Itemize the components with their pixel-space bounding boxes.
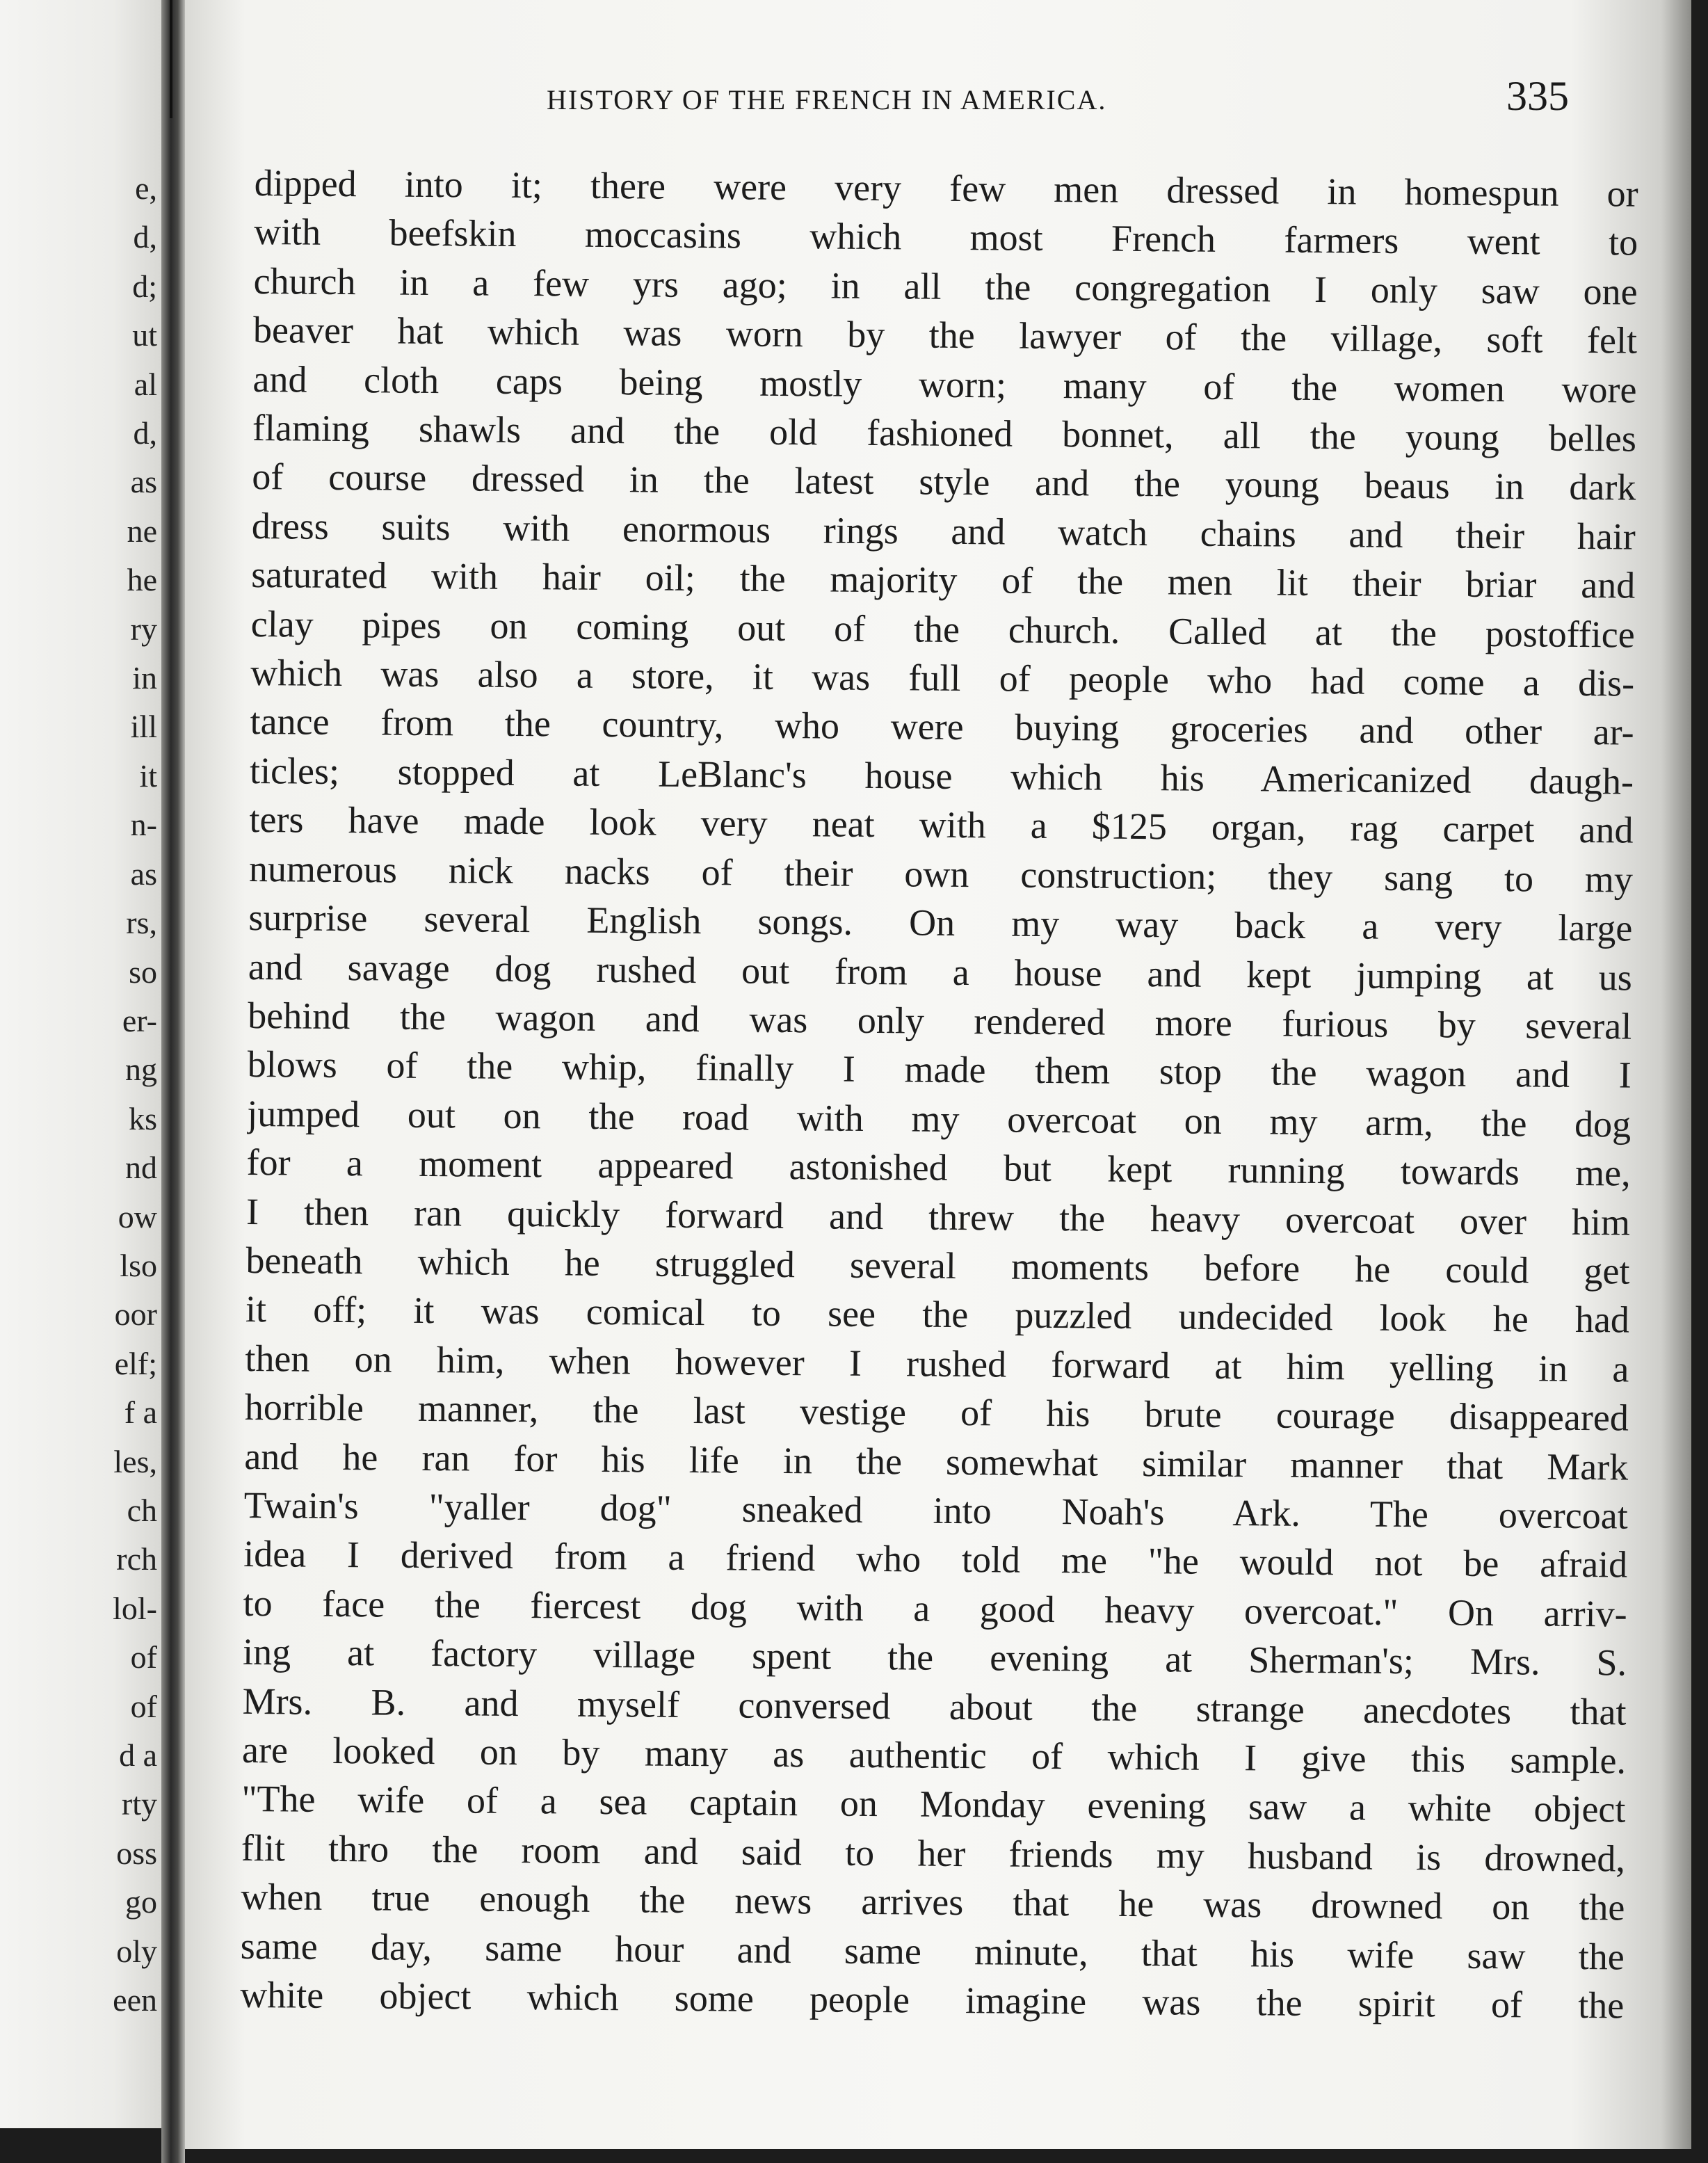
- text-line: horrible manner, the last vestige of his brute courage disappeared: [244, 1386, 1629, 1439]
- text-line: "The wife of a sea captain on Monday evening saw a white object: [241, 1778, 1626, 1831]
- previous-page-fragment: oly: [116, 1933, 157, 1969]
- text-line: I then ran quickly forward and threw the heavy overcoat over him: [245, 1190, 1631, 1244]
- text-line: are looked on by many as authentic of which I give this sample.: [241, 1728, 1627, 1782]
- text-line: and he ran for his life in the somewhat similar manner that Mark: [244, 1435, 1629, 1488]
- text-line: when true enough the news arrives that he was drowned on the: [241, 1876, 1625, 1929]
- previous-page-fragment: ut: [132, 317, 157, 353]
- previous-page-fragment: he: [127, 562, 157, 598]
- previous-page-fragment: al: [134, 366, 157, 402]
- previous-page-fragment: as: [130, 464, 157, 500]
- text-line: numerous nick nacks of their own construction; they sang to my: [248, 847, 1634, 901]
- text-line: behind the wagon and was only rendered more furious by several: [248, 994, 1632, 1047]
- previous-page-fragment: d;: [132, 268, 157, 304]
- previous-page-fragment: oss: [116, 1835, 157, 1871]
- previous-page-fragment: of: [130, 1639, 157, 1675]
- previous-page-fragment: f a: [124, 1394, 157, 1431]
- text-line: saturated with hair oil; the majority of the men lit their briar and: [251, 554, 1636, 606]
- previous-page-fragment: les,: [113, 1443, 157, 1479]
- text-line: idea I derived from a friend who told me "he would not be afraid: [243, 1533, 1628, 1586]
- text-line: surprise several English songs. On my way back a very large: [248, 896, 1633, 949]
- text-line: for a moment appeared astonished but kept running towards me,: [246, 1141, 1631, 1194]
- previous-page-fragment: ne: [127, 513, 157, 549]
- previous-page-fragment: e,: [135, 170, 157, 206]
- text-line: dress suits with enormous rings and watch chains and their hair: [251, 504, 1636, 558]
- text-line: jumped out on the road with my overcoat on my arm, the dog: [246, 1092, 1632, 1145]
- text-line: flit thro the room and said to her friends my husband is drowned,: [241, 1826, 1626, 1880]
- text-line: flaming shawls and the old fashioned bonnet, all the young belles: [252, 407, 1637, 460]
- previous-page-fragment: oor: [114, 1296, 157, 1333]
- previous-page-fragment: rch: [116, 1541, 157, 1577]
- previous-page-fragment: d,: [133, 219, 157, 255]
- text-line: Mrs. B. and myself conversed about the strange anecdotes that: [242, 1680, 1627, 1733]
- text-line: then on him, when however I rushed forward at him yelling in a: [245, 1337, 1629, 1390]
- previous-page-fragment: ng: [125, 1052, 157, 1088]
- text-line: it off; it was comical to see the puzzled undecided look he had: [245, 1288, 1630, 1341]
- text-line: white object which some people imagine was the spirit of the: [240, 1973, 1625, 2027]
- previous-page-fragment: lol-: [113, 1590, 157, 1626]
- binding-thread: [170, 0, 172, 118]
- previous-page-fragment: ow: [118, 1198, 157, 1235]
- text-line: ticles; stopped at LeBlanc's house which his Americanized daugh-: [249, 749, 1634, 803]
- previous-page-fragment: so: [129, 954, 157, 990]
- text-line: beaver hat which was worn by the lawyer of the village, soft felt: [252, 309, 1638, 362]
- previous-page-fragment: een: [113, 1982, 157, 2018]
- previous-page-fragment: ill: [130, 709, 157, 745]
- previous-page-fragment: of: [130, 1688, 157, 1724]
- previous-page-fragment: elf;: [114, 1345, 157, 1381]
- previous-page-fragment: rty: [121, 1786, 157, 1822]
- previous-page-edge: [0, 0, 161, 2128]
- previous-page-fragment: as: [130, 855, 157, 892]
- previous-page-fragment: in: [132, 660, 157, 696]
- book-gutter: [161, 0, 185, 2163]
- text-line: with beefskin moccasins which most French farmers went to: [253, 211, 1638, 264]
- previous-page-fragment: ks: [129, 1100, 157, 1136]
- text-line: ters have made look very neat with a $125 organ, rag carpet and: [249, 798, 1634, 851]
- previous-page-fragment: it: [139, 757, 157, 794]
- book-page: [185, 0, 1691, 2149]
- text-line: blows of the whip, finally I made them stop the wagon and I: [247, 1043, 1632, 1096]
- running-head: HISTORY OF THE FRENCH IN AMERICA.: [547, 84, 1107, 115]
- text-line: church in a few yrs ago; in all the congregation I only saw one: [253, 259, 1638, 313]
- previous-page-fragment: er-: [122, 1002, 157, 1038]
- text-line: to face the fiercest dog with a good heavy overcoat." On arriv-: [243, 1582, 1627, 1635]
- previous-page-fragment: ch: [127, 1492, 157, 1528]
- text-line: and cloth caps being mostly worn; many of the women wore: [252, 357, 1637, 411]
- text-line: and savage dog rushed out from a house and kept jumping at us: [248, 945, 1633, 999]
- text-line: which was also a store, it was full of people who had come a dis-: [250, 652, 1635, 705]
- previous-page-fragment: d a: [119, 1737, 157, 1773]
- text-line: dipped into it; there were very few men dressed in homespun or: [254, 161, 1638, 215]
- text-line: same day, same hour and same minute, that his wife saw the: [240, 1924, 1625, 1978]
- previous-page-fragment: go: [125, 1884, 157, 1920]
- text-line: tance from the country, who were buying groceries and other ar-: [250, 700, 1634, 754]
- page-number: 335: [1506, 73, 1569, 119]
- previous-page-fragment: lso: [120, 1247, 157, 1283]
- text-line: ing at factory village spent the evening at Sherman's; Mrs. S.: [242, 1631, 1627, 1684]
- previous-page-fragment: nd: [125, 1150, 157, 1186]
- previous-page-fragment: n-: [130, 807, 157, 843]
- body-text: [240, 159, 1638, 2030]
- text-line: of course dressed in the latest style and the young beaus in dark: [252, 456, 1636, 509]
- text-line: Twain's "yaller dog" sneaked into Noah's Ark. The overcoat: [243, 1483, 1628, 1537]
- text-line: clay pipes on coming out of the church. Called at the postoffice: [250, 602, 1635, 656]
- text-line: beneath which he struggled several moments before he could get: [245, 1239, 1630, 1292]
- previous-page-fragment: ry: [130, 611, 157, 647]
- previous-page-fragment: rs,: [126, 905, 157, 941]
- previous-page-line-endings: [0, 164, 157, 2025]
- previous-page-fragment: d,: [133, 415, 157, 451]
- page-header: [185, 70, 1691, 139]
